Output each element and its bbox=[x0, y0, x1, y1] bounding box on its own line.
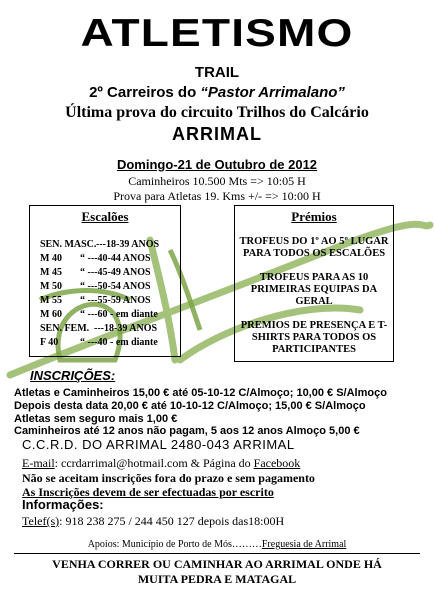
phone-line bbox=[22, 514, 284, 529]
inscricao-line: Atletas sem seguro mais 1,00 € bbox=[14, 413, 178, 425]
subtitle-trail: TRAIL bbox=[194, 64, 240, 81]
sponsors-line bbox=[0, 539, 434, 550]
premio-item: TROFEUS DO 1º AO 5º LUGAR PARA TODOS OS ESCALÕES bbox=[239, 236, 389, 259]
footer-slogan bbox=[0, 557, 434, 587]
premio-item: TROFEUS PARA AS 10 PRIMEIRAS EQUIPAS DA GERAL bbox=[250, 272, 378, 307]
email-address: : ccrdarrimal@hotmail.com & Página do bbox=[54, 456, 254, 470]
event-name-italic: “Pastor Arrimalano” bbox=[200, 84, 345, 101]
footer-line-1: VENHA CORRER OU CAMINHAR AO ARRIMAL ONDE HÁ bbox=[52, 557, 382, 571]
written-notice: As Inscrições devem de ser efectuadas por escrito bbox=[22, 485, 274, 499]
page-title: ATLETISMO bbox=[80, 12, 354, 55]
event-date: Domingo-21 de Outubro de 2012 bbox=[116, 157, 318, 172]
escaloes-heading: Escalões bbox=[81, 209, 129, 224]
inscricao-line: Atletas e Caminheiros 15,00 € até 05-10-12 C/Almoço; 10,00 € S/Almoço bbox=[14, 387, 387, 399]
email-line bbox=[22, 456, 300, 471]
info-heading: Informações: bbox=[22, 497, 104, 512]
premio-item: PREMIOS DE PRESENÇA E T-SHIRTS PARA TODOS OS PARTICIPANTES bbox=[240, 320, 388, 355]
event-name bbox=[0, 84, 434, 101]
escalao-row: SEN. FEM. ---18-39 ANOS bbox=[40, 323, 158, 334]
inscricao-line: Depois desta data 20,00 € até 10-10-12 C/Almoço; 15,00 € S/Almoço bbox=[14, 400, 366, 412]
premios-box bbox=[234, 205, 394, 362]
escalao-row: F 40 “ ---40 - em diante bbox=[40, 337, 158, 348]
phone-numbers: : 918 238 275 / 244 450 127 depois das18:00H bbox=[59, 514, 285, 528]
place-name: ARRIMAL bbox=[172, 124, 262, 144]
escalao-row: SEN. MASC.---18-39 ANOS bbox=[40, 239, 160, 250]
caminheiros-schedule: Caminheiros 10.500 Mts => 10:05 H bbox=[128, 174, 306, 188]
inscricoes-heading: INSCRIÇÕES: bbox=[30, 368, 116, 383]
prova-schedule: Prova para Atletas 19. Kms +/- => 10:00 H bbox=[113, 189, 321, 203]
inscricao-line: Caminheiros até 12 anos não pagam, 5 aos 12 anos Almoço 5,00 € bbox=[14, 425, 360, 437]
escalao-row: M 45 “ ---45-49 ANOS bbox=[40, 267, 151, 278]
escaloes-box bbox=[29, 205, 181, 357]
escalao-row: M 50 “ ---50-54 ANOS bbox=[40, 281, 151, 292]
circuit-line: Última prova do circuito Trilhos do Calcário bbox=[65, 104, 369, 121]
no-late-notice: Não se aceitam inscrições fora do prazo e sem pagamento bbox=[22, 471, 315, 485]
event-prefix: 2º Carreiros do bbox=[89, 84, 201, 101]
escalao-row: M 55 “ ---55-59 ANOS bbox=[40, 295, 151, 306]
facebook-link[interactable]: Facebook bbox=[253, 456, 301, 470]
phone-label: Telef(s) bbox=[22, 514, 60, 528]
sponsors-prefix: Apoios: Município de Porto de Mós……… bbox=[87, 539, 262, 550]
footer-divider bbox=[14, 553, 420, 554]
email-label: E-mail bbox=[22, 456, 55, 470]
sponsor-freguesia: Freguesia de Arrimal bbox=[261, 539, 347, 550]
escalao-row: M 60 “ ---60 - em diante bbox=[40, 309, 158, 320]
escalao-row: M 40 “ ---40-44 ANOS bbox=[40, 253, 151, 264]
organizer-address: C.C.R.D. DO ARRIMAL 2480-043 ARRIMAL bbox=[22, 437, 295, 452]
footer-line-2: MUITA PEDRA E MATAGAL bbox=[137, 572, 297, 586]
premios-heading: Prémios bbox=[291, 209, 337, 224]
